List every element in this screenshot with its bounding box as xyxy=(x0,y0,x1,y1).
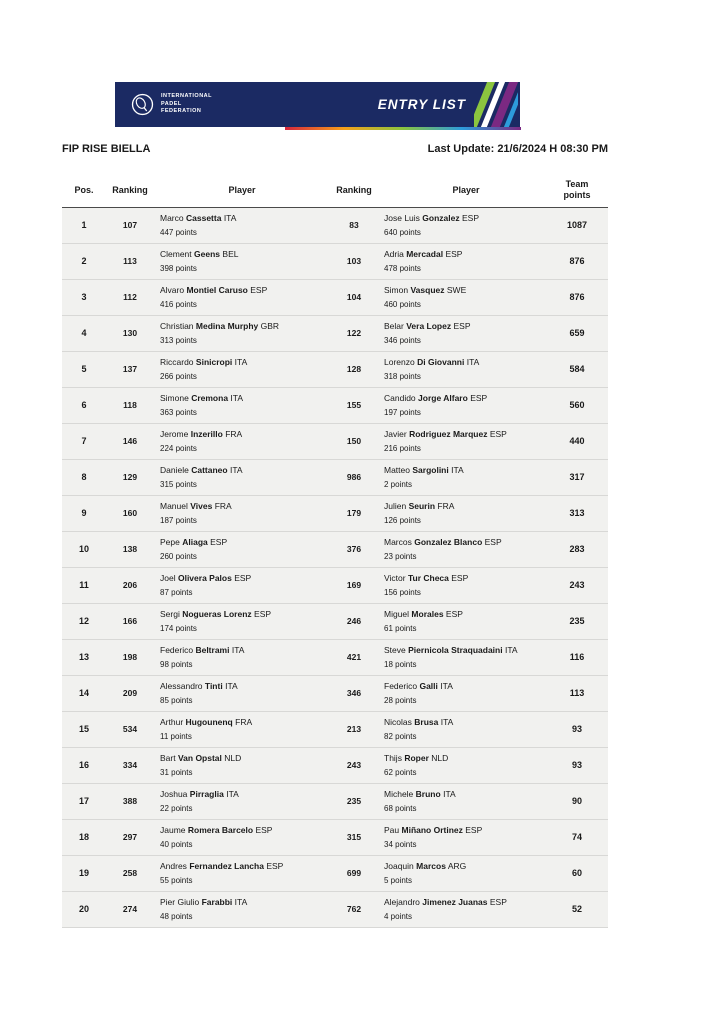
team-points-value: 876 xyxy=(569,256,585,267)
player-1-name: Joel Olivera Palos ESP xyxy=(160,572,252,583)
table-row xyxy=(62,712,608,748)
pos-value: 12 xyxy=(78,616,89,627)
ranking-value-2: 346 xyxy=(346,688,362,699)
player-2-points: 126 points xyxy=(384,515,421,525)
player-1-points: 187 points xyxy=(160,515,197,525)
player-2-cell xyxy=(382,861,550,886)
player-1-points: 40 points xyxy=(160,839,193,849)
player-1-name: Sergi Nogueras Lorenz ESP xyxy=(160,608,272,619)
player-2-name: Belar Vera Lopez ESP xyxy=(384,320,471,331)
entry-list-table xyxy=(62,173,608,928)
ranking-value-1: 334 xyxy=(122,760,138,771)
col-header-ranking-1: Ranking xyxy=(112,184,148,195)
player-2-cell xyxy=(382,573,550,598)
player-1-name: Alvaro Montiel Caruso ESP xyxy=(160,284,268,295)
team-points-value: 243 xyxy=(569,580,585,591)
player-1-points: 31 points xyxy=(160,767,193,777)
player-2-name: Alejandro Jimenez Juanas ESP xyxy=(384,896,507,907)
player-2-name: Miguel Morales ESP xyxy=(384,608,463,619)
event-title: FIP RISE BIELLA xyxy=(62,143,151,155)
ranking-value-1: 160 xyxy=(122,508,138,519)
player-2-name: Simon Vasquez SWE xyxy=(384,284,467,295)
ranking-value-1: 297 xyxy=(122,832,138,843)
player-1-points: 48 points xyxy=(160,911,193,921)
team-points-value: 93 xyxy=(571,724,582,735)
player-2-cell xyxy=(382,537,550,562)
table-row xyxy=(62,604,608,640)
ranking-value-1: 146 xyxy=(122,436,138,447)
player-2-name: Javier Rodriguez Marquez ESP xyxy=(384,428,507,439)
team-points-value: 313 xyxy=(569,508,585,519)
player-1-cell xyxy=(158,429,326,454)
player-1-points: 416 points xyxy=(160,299,197,309)
player-1-name: Federico Beltrami ITA xyxy=(160,644,245,655)
player-2-points: 68 points xyxy=(384,803,417,813)
player-1-cell xyxy=(158,717,326,742)
player-1-cell xyxy=(158,393,326,418)
player-1-cell xyxy=(158,573,326,598)
player-2-points: 62 points xyxy=(384,767,417,777)
player-2-name: Federico Galli ITA xyxy=(384,680,453,691)
player-2-points: 82 points xyxy=(384,731,417,741)
player-1-cell xyxy=(158,681,326,706)
ranking-value-2: 155 xyxy=(346,400,362,411)
team-points-value: 440 xyxy=(569,436,585,447)
player-2-points: 28 points xyxy=(384,695,417,705)
player-1-name: Alessandro Tinti ITA xyxy=(160,680,238,691)
player-2-points: 18 points xyxy=(384,659,417,669)
player-2-cell xyxy=(382,789,550,814)
team-points-value: 74 xyxy=(571,832,582,843)
team-points-value: 60 xyxy=(571,868,582,879)
player-1-name: Pepe Aliaga ESP xyxy=(160,536,228,547)
banner-title: ENTRY LIST xyxy=(377,97,466,112)
team-points-value: 113 xyxy=(569,688,585,699)
table-body xyxy=(62,208,608,928)
table-row xyxy=(62,640,608,676)
player-2-cell xyxy=(382,897,550,922)
ranking-value-1: 258 xyxy=(122,868,138,879)
player-1-cell xyxy=(158,789,326,814)
player-2-name: Matteo Sargolini ITA xyxy=(384,464,464,475)
team-points-value: 876 xyxy=(569,292,585,303)
player-2-points: 197 points xyxy=(384,407,421,417)
player-2-points: 34 points xyxy=(384,839,417,849)
table-row xyxy=(62,244,608,280)
player-1-cell xyxy=(158,609,326,634)
ranking-value-1: 534 xyxy=(122,724,138,735)
ranking-value-1: 107 xyxy=(122,220,138,231)
player-2-cell xyxy=(382,717,550,742)
player-1-name: Jaume Romera Barcelo ESP xyxy=(160,824,273,835)
table-row xyxy=(62,784,608,820)
ranking-value-2: 122 xyxy=(346,328,362,339)
player-2-name: Lorenzo Di Giovanni ITA xyxy=(384,356,480,367)
player-1-name: Clement Geens BEL xyxy=(160,248,239,259)
last-update-label: Last Update: xyxy=(427,143,495,155)
pos-value: 3 xyxy=(81,292,87,303)
player-2-name: Adria Mercadal ESP xyxy=(384,248,463,259)
last-update-value: 21/6/2024 H 08:30 PM xyxy=(497,143,608,155)
player-1-cell xyxy=(158,825,326,850)
last-update xyxy=(428,143,608,155)
player-1-points: 174 points xyxy=(160,623,197,633)
table-row xyxy=(62,568,608,604)
team-points-value: 93 xyxy=(571,760,582,771)
player-1-name: Manuel Vives FRA xyxy=(160,500,232,511)
table-row xyxy=(62,208,608,244)
player-2-name: Pau Miñano Ortinez ESP xyxy=(384,824,483,835)
player-1-name: Joshua Pirraglia ITA xyxy=(160,788,239,799)
ranking-value-1: 129 xyxy=(122,472,138,483)
team-points-value: 52 xyxy=(571,904,582,915)
table-row xyxy=(62,676,608,712)
table-row xyxy=(62,748,608,784)
pos-value: 7 xyxy=(81,436,87,447)
banner-underline-decoration xyxy=(285,127,521,130)
player-2-name: Candido Jorge Alfaro ESP xyxy=(384,392,488,403)
player-1-cell xyxy=(158,897,326,922)
table-row xyxy=(62,352,608,388)
player-2-points: 61 points xyxy=(384,623,417,633)
player-2-cell xyxy=(382,465,550,490)
ranking-value-1: 166 xyxy=(122,616,138,627)
pos-value: 10 xyxy=(78,544,89,555)
pos-value: 2 xyxy=(81,256,87,267)
player-2-name: Nicolas Brusa ITA xyxy=(384,716,454,727)
player-2-points: 640 points xyxy=(384,227,421,237)
player-1-points: 55 points xyxy=(160,875,193,885)
player-1-cell xyxy=(158,537,326,562)
player-2-cell xyxy=(382,249,550,274)
player-1-points: 98 points xyxy=(160,659,193,669)
ranking-value-1: 118 xyxy=(123,400,137,411)
player-1-points: 315 points xyxy=(160,479,197,489)
player-1-cell xyxy=(158,213,326,238)
player-1-cell xyxy=(158,501,326,526)
player-2-cell xyxy=(382,213,550,238)
player-1-name: Simone Cremona ITA xyxy=(160,392,244,403)
ipf-logo-icon xyxy=(131,93,154,116)
pos-value: 4 xyxy=(81,328,87,339)
ranking-value-2: 213 xyxy=(346,724,362,735)
table-row xyxy=(62,856,608,892)
player-1-points: 447 points xyxy=(160,227,197,237)
player-2-points: 5 points xyxy=(384,875,413,885)
player-2-name: Thijs Roper NLD xyxy=(384,752,449,763)
player-1-name: Arthur Hugounenq FRA xyxy=(160,716,253,727)
ranking-value-2: 421 xyxy=(346,652,362,663)
ipf-logo xyxy=(115,93,213,116)
pos-value: 6 xyxy=(81,400,87,411)
player-1-points: 85 points xyxy=(160,695,193,705)
banner-stripes-decoration xyxy=(474,82,518,127)
col-header-player-1: Player xyxy=(228,184,256,195)
pos-value: 14 xyxy=(78,688,89,699)
ranking-value-1: 388 xyxy=(122,796,138,807)
player-1-points: 260 points xyxy=(160,551,197,561)
ranking-value-1: 138 xyxy=(122,544,138,555)
ranking-value-2: 986 xyxy=(346,472,362,483)
pos-value: 11 xyxy=(79,580,89,591)
team-points-value: 235 xyxy=(569,616,585,627)
player-2-cell xyxy=(382,753,550,778)
team-points-value: 90 xyxy=(571,796,582,807)
ranking-value-1: 113 xyxy=(123,256,137,267)
player-2-cell xyxy=(382,285,550,310)
ranking-value-2: 169 xyxy=(346,580,362,591)
player-2-cell xyxy=(382,357,550,382)
table-row xyxy=(62,316,608,352)
player-2-name: Joaquin Marcos ARG xyxy=(384,860,467,871)
pos-value: 1 xyxy=(81,220,87,231)
player-1-points: 87 points xyxy=(160,587,193,597)
team-points-value: 659 xyxy=(569,328,585,339)
pos-value: 15 xyxy=(78,724,89,735)
player-1-points: 11 points xyxy=(160,731,192,741)
table-row xyxy=(62,820,608,856)
ranking-value-2: 235 xyxy=(346,796,362,807)
player-2-cell xyxy=(382,429,550,454)
ranking-value-1: 137 xyxy=(122,364,138,375)
col-header-player-2: Player xyxy=(452,184,480,195)
player-2-name: Steve Piernicola Straquadaini ITA xyxy=(384,644,518,655)
player-1-name: Marco Cassetta ITA xyxy=(160,212,237,223)
player-1-cell xyxy=(158,357,326,382)
player-1-points: 313 points xyxy=(160,335,197,345)
player-1-points: 398 points xyxy=(160,263,197,273)
player-1-name: Jerome Inzerillo FRA xyxy=(160,428,243,439)
player-2-name: Julien Seurin FRA xyxy=(384,500,455,511)
player-2-points: 23 points xyxy=(384,551,417,561)
player-1-name: Bart Van Opstal NLD xyxy=(160,752,242,763)
player-2-name: Marcos Gonzalez Blanco ESP xyxy=(384,536,502,547)
player-2-name: Victor Tur Checa ESP xyxy=(384,572,469,583)
player-2-points: 318 points xyxy=(384,371,421,381)
subheader xyxy=(62,143,608,155)
player-1-name: Riccardo Sinicropi ITA xyxy=(160,356,248,367)
player-2-cell xyxy=(382,645,550,670)
ranking-value-2: 246 xyxy=(346,616,362,627)
player-2-points: 4 points xyxy=(384,911,413,921)
ranking-value-2: 179 xyxy=(346,508,362,519)
player-2-points: 156 points xyxy=(384,587,421,597)
player-1-points: 363 points xyxy=(160,407,197,417)
ranking-value-1: 130 xyxy=(122,328,138,339)
team-points-value: 584 xyxy=(569,364,585,375)
player-2-points: 478 points xyxy=(384,263,421,273)
player-2-cell xyxy=(382,681,550,706)
ranking-value-1: 274 xyxy=(122,904,138,915)
col-header-team-points: Team points xyxy=(563,179,591,200)
player-1-cell xyxy=(158,753,326,778)
ranking-value-1: 198 xyxy=(122,652,138,663)
player-2-cell xyxy=(382,393,550,418)
ranking-value-2: 243 xyxy=(346,760,362,771)
table-row xyxy=(62,532,608,568)
player-2-name: Michele Bruno ITA xyxy=(384,788,456,799)
player-1-cell xyxy=(158,861,326,886)
table-row xyxy=(62,388,608,424)
table-row xyxy=(62,496,608,532)
player-2-cell xyxy=(382,825,550,850)
player-1-cell xyxy=(158,285,326,310)
pos-value: 19 xyxy=(78,868,89,879)
ranking-value-1: 112 xyxy=(123,292,137,303)
ranking-value-2: 315 xyxy=(346,832,362,843)
col-header-ranking-2: Ranking xyxy=(336,184,372,195)
player-2-points: 216 points xyxy=(384,443,421,453)
team-points-value: 1087 xyxy=(566,220,588,231)
table-row xyxy=(62,460,608,496)
ranking-value-1: 209 xyxy=(122,688,138,699)
player-2-name: Jose Luis Gonzalez ESP xyxy=(384,212,479,223)
player-2-cell xyxy=(382,609,550,634)
pos-value: 5 xyxy=(81,364,87,375)
player-1-cell xyxy=(158,321,326,346)
player-1-points: 266 points xyxy=(160,371,197,381)
ranking-value-2: 376 xyxy=(346,544,362,555)
pos-value: 17 xyxy=(78,796,89,807)
ranking-value-2: 762 xyxy=(346,904,362,915)
player-1-name: Christian Medina Murphy GBR xyxy=(160,320,280,331)
player-1-cell xyxy=(158,249,326,274)
ranking-value-2: 128 xyxy=(346,364,362,375)
team-points-value: 116 xyxy=(569,652,585,663)
player-2-points: 2 points xyxy=(384,479,413,489)
ranking-value-2: 103 xyxy=(346,256,362,267)
ranking-value-1: 206 xyxy=(122,580,138,591)
ipf-logo-text: INTERNATIONAL PADEL FEDERATION xyxy=(161,93,212,115)
pos-value: 20 xyxy=(78,904,89,915)
ranking-value-2: 83 xyxy=(349,220,359,231)
pos-value: 18 xyxy=(78,832,89,843)
player-2-cell xyxy=(382,321,550,346)
table-row xyxy=(62,892,608,928)
player-1-cell xyxy=(158,645,326,670)
player-1-name: Daniele Cattaneo ITA xyxy=(160,464,243,475)
pos-value: 9 xyxy=(81,508,87,519)
team-points-value: 283 xyxy=(569,544,585,555)
ranking-value-2: 150 xyxy=(346,436,362,447)
table-header-row xyxy=(62,173,608,208)
col-header-pos: Pos. xyxy=(74,184,94,195)
pos-value: 16 xyxy=(78,760,89,771)
player-2-cell xyxy=(382,501,550,526)
player-1-name: Andres Fernandez Lancha ESP xyxy=(160,860,284,871)
entry-list-banner xyxy=(115,82,520,127)
table-row xyxy=(62,280,608,316)
player-2-points: 460 points xyxy=(384,299,421,309)
pos-value: 13 xyxy=(78,652,89,663)
player-1-points: 224 points xyxy=(160,443,197,453)
player-1-cell xyxy=(158,465,326,490)
player-1-name: Pier Giulio Farabbi ITA xyxy=(160,896,248,907)
ranking-value-2: 699 xyxy=(346,868,362,879)
team-points-value: 560 xyxy=(569,400,585,411)
player-1-points: 22 points xyxy=(160,803,193,813)
pos-value: 8 xyxy=(81,472,87,483)
player-2-points: 346 points xyxy=(384,335,421,345)
team-points-value: 317 xyxy=(569,472,585,483)
ranking-value-2: 104 xyxy=(346,292,362,303)
table-row xyxy=(62,424,608,460)
